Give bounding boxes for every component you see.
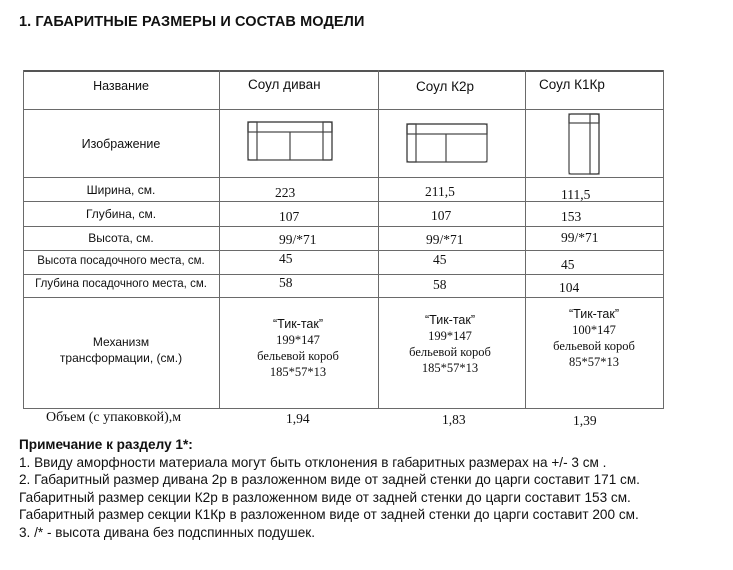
seat-height-value: 45 — [433, 252, 447, 267]
seat-depth-value: 58 — [433, 277, 447, 292]
mechanism-size: 100*147 — [572, 323, 616, 337]
model-name: Соул К2р — [416, 79, 475, 94]
model-name: Соул диван — [248, 77, 321, 92]
row-divider — [23, 109, 664, 110]
mechanism-value — [385, 312, 515, 376]
width-value: 111,5 — [561, 187, 591, 202]
volume-label: Объем (с упаковкой),м — [46, 410, 182, 425]
sofa-corner-section-icon — [406, 122, 488, 164]
height-label: Высота, см. — [88, 231, 154, 245]
depth-label: Глубина, см. — [85, 207, 157, 221]
row-divider — [23, 297, 664, 298]
seat-height-value: 45 — [561, 257, 575, 272]
width-label: Ширина, см. — [86, 183, 156, 197]
note-line: 2. Габаритный размер дивана 2р в разложенном виде от задней стенки до царги составит 171 см. — [19, 472, 640, 487]
storage-box-size: 185*57*13 — [421, 361, 479, 375]
note-line: 1. Ввиду аморфности материала могут быть отклонения в габаритных размерах на +/- 3 см . — [19, 454, 607, 470]
depth-value: 107 — [431, 208, 452, 223]
volume-value: 1,39 — [573, 413, 597, 428]
col-divider — [525, 70, 526, 408]
mechanism-value — [531, 306, 657, 370]
depth-value: 153 — [561, 209, 582, 224]
dimensions-table — [23, 70, 664, 436]
note-line: Габаритный размер секции К1Кр в разложенном виде от задней стенки до царги составит 200 см. — [19, 507, 639, 522]
row-divider — [23, 274, 664, 275]
mechanism-label-line: Механизм — [92, 335, 150, 349]
page-title: 1. ГАБАРИТНЫЕ РАЗМЕРЫ И СОСТАВ МОДЕЛИ — [19, 14, 365, 30]
header-name-label: Название — [93, 79, 149, 93]
mechanism-value — [228, 316, 368, 380]
width-value: 223 — [275, 185, 296, 200]
mechanism-name: “Тик-так” — [272, 317, 324, 331]
mechanism-label-line: трансформации, (см.) — [59, 351, 183, 365]
storage-box-label: бельевой короб — [409, 345, 491, 359]
depth-value: 107 — [279, 209, 300, 224]
note-line: 3. /* - высота дивана без подспинных подушек. — [19, 524, 315, 540]
width-value: 211,5 — [425, 184, 455, 199]
volume-value: 1,83 — [442, 412, 466, 427]
mechanism-name: “Тик-так” — [568, 307, 620, 321]
storage-box-label: бельевой короб — [257, 349, 339, 363]
seat-depth-label: Глубина посадочного места, см. — [35, 278, 207, 290]
mechanism-label — [23, 334, 219, 366]
row-divider — [23, 250, 664, 251]
storage-box-label: бельевой короб — [553, 339, 635, 353]
height-value: 99/*71 — [426, 232, 464, 247]
seat-depth-value: 104 — [559, 280, 580, 295]
col-divider — [378, 70, 379, 408]
col-divider — [219, 70, 220, 408]
seat-height-label: Высота посадочного места, см. — [37, 255, 205, 267]
seat-height-value: 45 — [279, 251, 293, 266]
sofa-corner-module-icon — [568, 113, 600, 175]
note-line: Габаритный размер секции К2р в разложенном виде от задней стенки до царги составит 153 см. — [19, 489, 631, 505]
notes-title: Примечание к разделу 1*: — [19, 437, 193, 452]
sofa-straight-icon — [247, 120, 333, 162]
volume-value: 1,94 — [286, 411, 310, 426]
image-row-label: Изображение — [81, 137, 161, 151]
table-border-right — [663, 70, 664, 408]
storage-box-size: 185*57*13 — [269, 365, 327, 379]
mechanism-size: 199*147 — [428, 329, 472, 343]
notes-section — [19, 436, 640, 541]
seat-depth-value: 58 — [279, 275, 293, 290]
row-divider — [23, 177, 664, 178]
height-value: 99/*71 — [561, 230, 599, 245]
row-divider — [23, 226, 664, 227]
mechanism-name: “Тик-так” — [424, 313, 476, 327]
height-value: 99/*71 — [279, 232, 317, 247]
mechanism-size: 199*147 — [276, 333, 320, 347]
row-divider — [23, 408, 664, 409]
storage-box-size: 85*57*13 — [569, 355, 619, 369]
model-name: Соул К1Кр — [539, 77, 605, 92]
table-border-top — [23, 70, 664, 72]
